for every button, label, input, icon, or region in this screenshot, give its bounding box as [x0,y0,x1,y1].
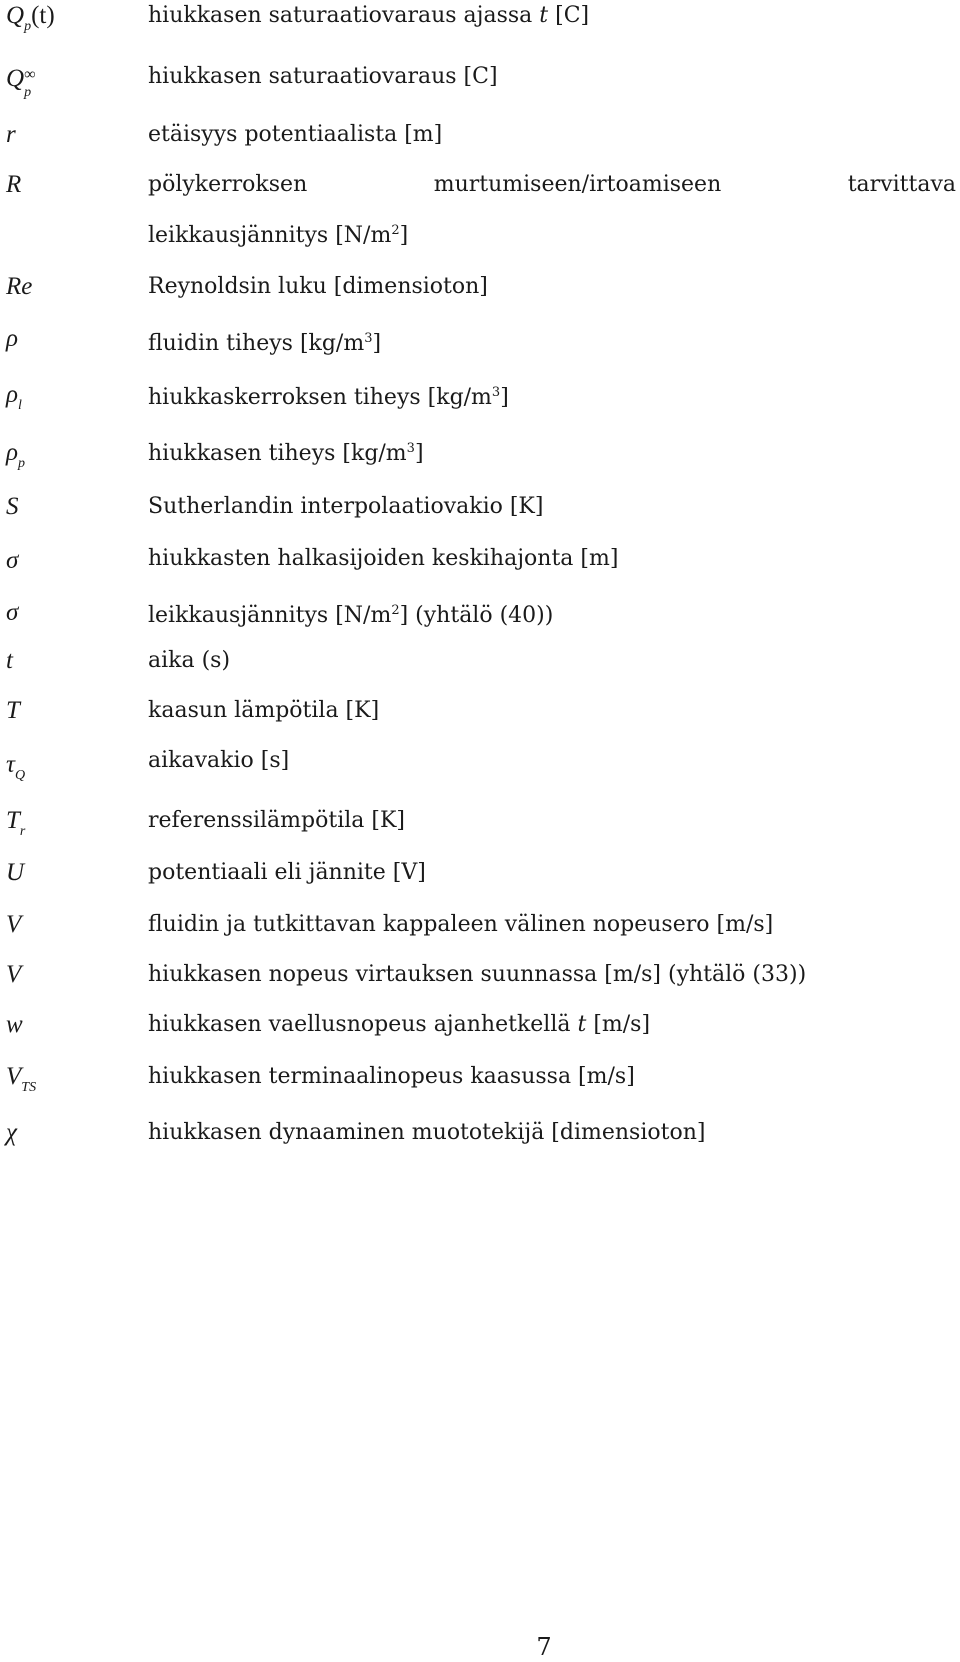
symbol-R: R [6,171,22,198]
symbol-tau-q: $\tau_Q$ [6,751,26,783]
symbol-rho-p: $\rho_p$ [6,439,25,471]
description-V-ts: hiukkasen terminaalinopeus kaasussa [m/s] [148,1064,635,1089]
description-chi: hiukkasen dynaaminen muototekijä [dimensioton] [148,1120,706,1145]
symbol-T-r: $T_r$ [6,807,26,839]
symbol-rho: ρ [6,325,18,352]
symbol-q-p-t: $Q_p(t)$ [6,2,55,34]
symbol-rho-l: $\rho_l$ [6,381,22,413]
symbol-t: t [6,647,13,674]
description-V-2: hiukkasen nopeus virtauksen suunnassa [m/s] (yhtälö (33)) [148,962,807,987]
symbol-V-ts: $V_{TS}$ [6,1063,37,1095]
symbol-w: w [6,1011,23,1038]
symbol-q-p-infinity: Q ∞ p [6,65,36,100]
description-q-p-t: hiukkasen saturaatiovaraus ajassa t [C] [148,3,590,28]
symbol-Re: Re [6,273,33,300]
page-number: 7 [536,1633,552,1661]
symbol-chi: χ [6,1119,17,1146]
description-r: etäisyys potentiaalista [m] [148,122,443,147]
symbol-sigma-1: σ [6,547,19,574]
description-T-r: referenssilämpötila [K] [148,808,405,833]
symbol-r: r [6,121,16,148]
description-tau-q: aikavakio [s] [148,748,290,773]
description-rho: fluidin tiheys $[kg/m^3]$ [148,331,382,356]
description-Re: Reynoldsin luku [dimensioton] [148,274,488,299]
description-R-line2: leikkausjännitys $[N/m^2]$ [148,223,409,248]
description-w: hiukkasen vaellusnopeus ajanhetkellä t [m/s] [148,1012,651,1037]
description-t: aika (s) [148,648,231,673]
symbol-S: S [6,493,19,520]
symbol-U: U [6,859,25,886]
description-U: potentiaali eli jännite [V] [148,860,426,885]
description-rho-p: hiukkasen tiheys $[kg/m^3]$ [148,441,424,466]
description-sigma-2: leikkausjännitys $[N/m^2]$ (yhtälö (40)) [148,603,554,628]
description-T: kaasun lämpötila [K] [148,698,380,723]
symbol-sigma-2: σ [6,599,19,626]
description-S: Sutherlandin interpolaatiovakio [K] [148,494,544,519]
description-V-1: fluidin ja tutkittavan kappaleen välinen nopeusero [m/s] [148,912,774,937]
description-sigma-1: hiukkasten halkasijoiden keskihajonta [m] [148,546,619,571]
symbol-V-1: V [6,911,22,938]
symbol-T: T [6,697,20,724]
symbol-V-2: V [6,961,22,988]
description-rho-l: hiukkaskerroksen tiheys $[kg/m^3]$ [148,385,509,410]
description-R-line1: pölykerroksen murtumiseen/irtoamiseen tarvittava [148,172,956,197]
description-q-p-infinity: hiukkasen saturaatiovaraus [C] [148,64,498,89]
